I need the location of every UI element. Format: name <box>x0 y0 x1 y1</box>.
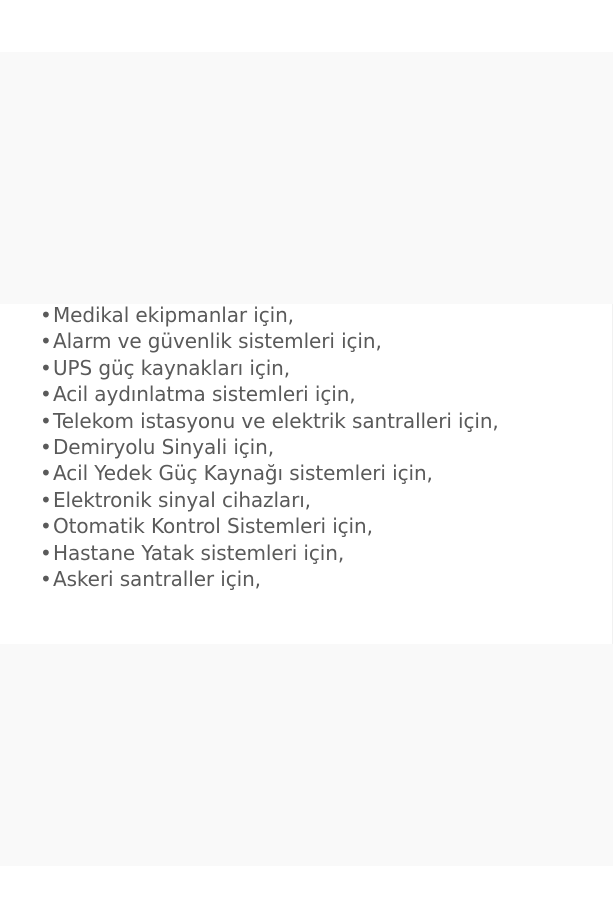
list-item-text: Demiryolu Sinyali için, <box>53 435 274 460</box>
application-list <box>40 302 499 592</box>
content-section <box>0 304 613 644</box>
list-item-text: Askeri santraller için, <box>53 567 261 592</box>
list-item <box>40 434 499 460</box>
list-item-text: Elektronik sinyal cihazları, <box>53 487 311 512</box>
bullet-icon: • <box>40 329 52 354</box>
list-item <box>40 566 499 592</box>
list-item-text: UPS güç kaynakları için, <box>53 355 291 380</box>
image-placeholder-bottom <box>0 644 613 866</box>
list-item-text: Hastane Yatak sistemleri için, <box>53 540 345 565</box>
bullet-icon: • <box>40 408 52 433</box>
list-item <box>40 302 499 328</box>
list-item <box>40 487 499 513</box>
bullet-icon: • <box>40 355 52 380</box>
list-item <box>40 408 499 434</box>
list-item-text: Medikal ekipmanlar için, <box>53 303 294 327</box>
bullet-icon: • <box>40 540 52 565</box>
list-item <box>40 513 499 539</box>
bullet-icon: • <box>40 303 52 327</box>
bullet-icon: • <box>40 567 52 592</box>
bullet-icon: • <box>40 435 52 460</box>
bullet-icon: • <box>40 461 52 486</box>
list-item-text: Otomatik Kontrol Sistemleri için, <box>53 514 373 539</box>
list-item <box>40 460 499 486</box>
bullet-icon: • <box>40 514 52 539</box>
list-item-text: Acil Yedek Güç Kaynağı sistemleri için, <box>53 461 433 486</box>
list-item <box>40 381 499 407</box>
list-item-text: Acil aydınlatma sistemleri için, <box>53 382 356 407</box>
list-item-text: Telekom istasyonu ve elektrik santralleri için, <box>53 408 499 433</box>
list-item-text: Alarm ve güvenlik sistemleri için, <box>53 329 382 354</box>
list-item <box>40 328 499 354</box>
image-placeholder-top <box>0 52 613 304</box>
list-item <box>40 355 499 381</box>
bullet-icon: • <box>40 487 52 512</box>
bullet-icon: • <box>40 382 52 407</box>
list-item <box>40 540 499 566</box>
